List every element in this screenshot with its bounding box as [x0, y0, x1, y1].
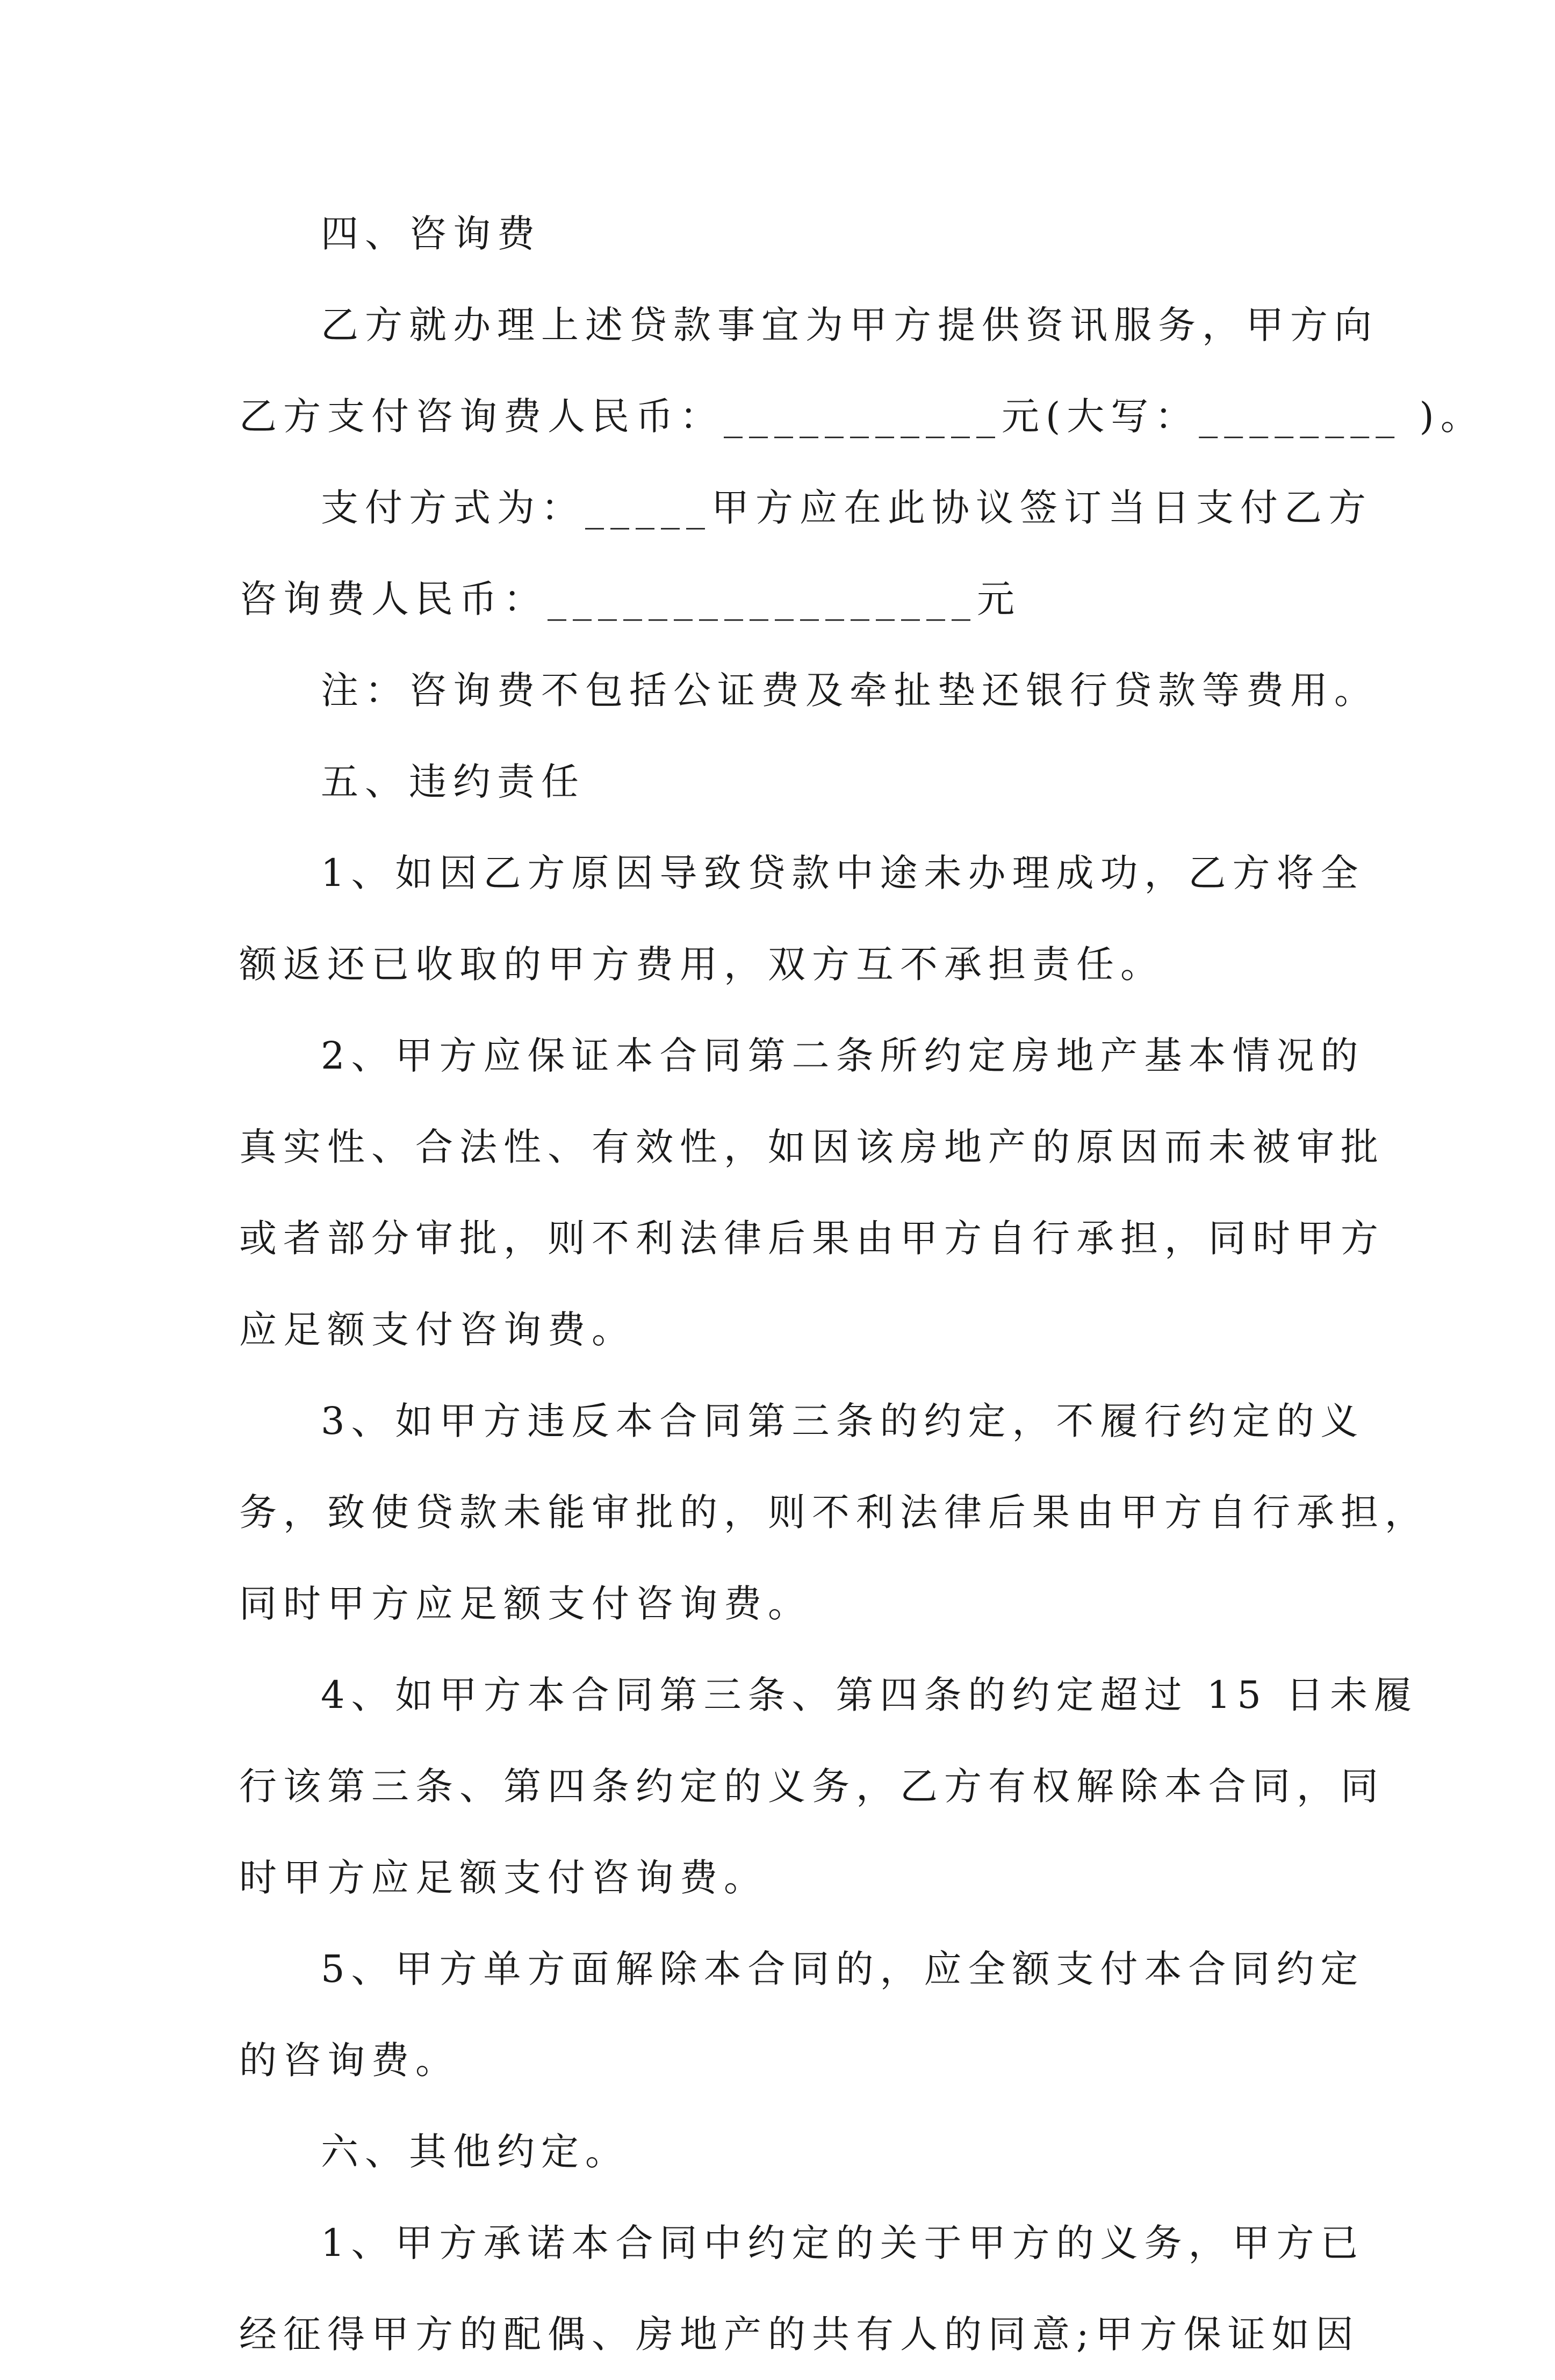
paragraph-line: 支付方式为：_____甲方应在此协议签订当日支付乙方: [321, 486, 1372, 530]
paragraph-line: 同时甲方应足额支付咨询费。: [239, 1582, 812, 1626]
paragraph-line: 或者部分审批，则不利法律后果由甲方自行承担，同时甲方: [239, 1216, 1385, 1260]
note-line: 注：咨询费不包括公证费及牵扯垫还银行贷款等费用。: [321, 668, 1378, 712]
paragraph-line: 1、甲方承诺本合同中约定的关于甲方的义务，甲方已: [321, 2221, 1365, 2265]
document-page: [239, 188, 1485, 2380]
section-heading-consulting-fee: 四、咨询费: [321, 212, 541, 256]
paragraph-line: 的咨询费。: [239, 2038, 459, 2082]
paragraph-line: 行该第三条、第四条约定的义务，乙方有权解除本合同，同: [239, 1764, 1385, 1808]
paragraph-line: 1、如因乙方原因导致贷款中途未办理成功，乙方将全: [321, 851, 1365, 895]
paragraph-line: 经征得甲方的配偶、房地产的共有人的同意;甲方保证如因: [239, 2312, 1360, 2356]
paragraph-line: 5、甲方单方面解除本合同的，应全额支付本合同约定: [321, 1947, 1365, 1991]
paragraph-line: 4、如甲方本合同第三条、第四条的约定超过 15 日未履: [321, 1673, 1419, 1717]
paragraph-line: 乙方就办理上述贷款事宜为甲方提供资讯服务，甲方向: [321, 303, 1378, 347]
paragraph-line: 额返还已收取的甲方费用，双方互不承担责任。: [239, 942, 1164, 986]
paragraph-line: 3、如甲方违反本合同第三条的约定，不履行约定的义: [321, 1399, 1365, 1443]
section-heading-other-agreements: 六、其他约定。: [321, 2130, 629, 2174]
paragraph-line: 应足额支付咨询费。: [239, 1308, 636, 1352]
paragraph-line: 务，致使贷款未能审批的，则不利法律后果由甲方自行承担，: [239, 1490, 1429, 1534]
paragraph-line: 真实性、合法性、有效性，如因该房地产的原因而未被审批: [239, 1125, 1385, 1169]
section-heading-liability: 五、违约责任: [321, 760, 585, 804]
paragraph-line: 乙方支付咨询费人民币：___________元(大写：________ )。: [239, 394, 1485, 438]
paragraph-line: 咨询费人民币：_________________元: [239, 577, 1021, 621]
paragraph-line: 时甲方应足额支付咨询费。: [239, 1856, 768, 1900]
paragraph-line: 2、甲方应保证本合同第二条所约定房地产基本情况的: [321, 1034, 1365, 1078]
